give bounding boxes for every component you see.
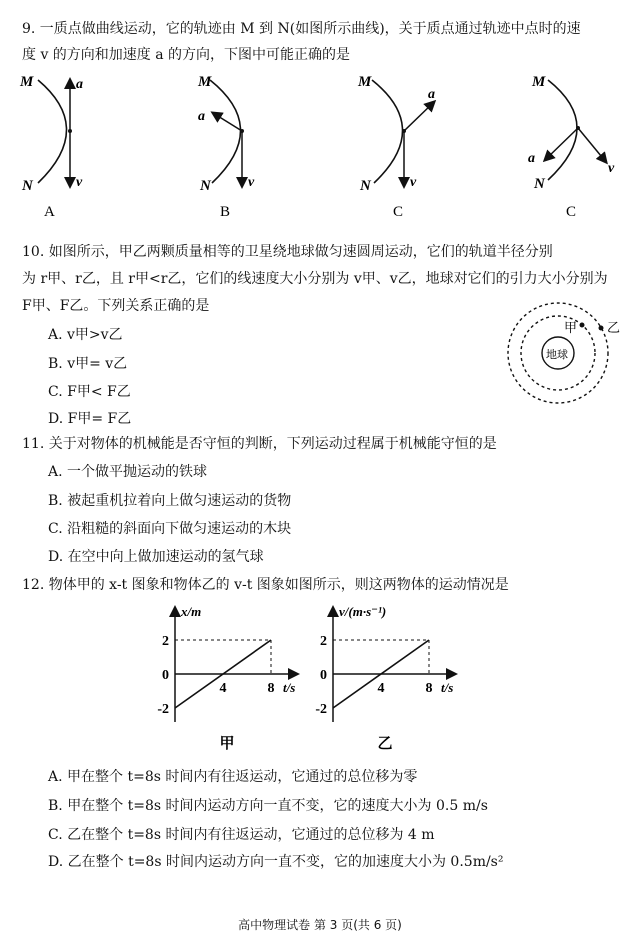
label-v: v (248, 175, 255, 190)
q12-stem: 12. 物体甲的 x-t 图象和物体乙的 v-t 图象如图所示，则这两物体的运动情况是 (22, 577, 509, 593)
label-a: a (528, 151, 535, 166)
x-tick-label: 4 (219, 681, 227, 696)
label-N: N (534, 176, 545, 192)
page-footer: 高中物理试卷 第 3 页(共 6 页) (238, 918, 402, 932)
sat-yi-label: 乙 (607, 320, 621, 335)
q12-option-a: A. 甲在整个 t=8s 时间内有往返运动，它通过的总位移为零 (48, 769, 418, 785)
q10-option-c: C. F甲< F乙 (48, 384, 131, 400)
q11-stem: 11. 关于对物体的机械能是否守恒的判断，下列运动过程属于机械能守恒的是 (22, 436, 497, 452)
y-tick-label: 2 (320, 634, 327, 649)
q11-option-c: C. 沿粗糙的斜面向下做匀速运动的木块 (48, 521, 292, 537)
q12-option-d: D. 乙在整个 t=8s 时间内运动方向一直不变，它的加速度大小为 0.5m/s² (48, 854, 504, 870)
x-axis-label: t/s (441, 680, 454, 695)
q9-line-2: 度 v 的方向和加速度 a 的方向，下图中可能正确的是 (22, 47, 351, 63)
q11-option-b: B. 被起重机拉着向上做匀速运动的货物 (48, 493, 292, 509)
y-tick-label: 2 (162, 634, 169, 649)
figure-d (528, 74, 615, 220)
label-N: N (360, 178, 371, 194)
q11-option-d: D. 在空中向上做加速运动的氢气球 (48, 549, 264, 565)
q10-line-3: F甲、F乙。下列关系正确的是 (22, 298, 210, 314)
q12-option-b: B. 甲在整个 t=8s 时间内运动方向一直不变，它的速度大小为 0.5 m/s (48, 798, 488, 814)
chart-yi (315, 604, 455, 752)
caption-b: B (220, 204, 231, 220)
label-v: v (76, 175, 83, 190)
label-M: M (358, 74, 372, 90)
q9-figures (0, 68, 640, 228)
label-N: N (22, 178, 33, 194)
satellite-yi (599, 326, 604, 331)
y-tick-label: -2 (157, 702, 169, 717)
q10-option-a: A. v甲>v乙 (48, 327, 123, 343)
chart-caption: 甲 (219, 736, 235, 752)
y-axis-label: x/m (181, 604, 202, 619)
q11-option-a: A. 一个做平抛运动的铁球 (48, 464, 208, 480)
label-a: a (76, 77, 83, 92)
satellite-jia (580, 323, 585, 328)
y-axis-label: v/(m·s⁻¹) (339, 604, 387, 619)
y-tick-label: 0 (320, 668, 327, 683)
q10-line-2: 为 r甲、r乙，且 r甲<r乙，它们的线速度大小分别为 v甲、v乙，地球对它们的引力大小分别为 (22, 271, 608, 287)
caption-d: C (566, 204, 577, 220)
label-M: M (198, 74, 212, 90)
earth-label: 地球 (546, 349, 568, 361)
x-tick-label: 8 (267, 681, 275, 696)
label-a: a (428, 87, 435, 102)
label-N: N (200, 178, 211, 194)
figure-a (19, 74, 83, 220)
label-a: a (198, 109, 205, 124)
chart-jia (157, 604, 297, 752)
label-M: M (20, 74, 34, 90)
q12-option-c: C. 乙在整个 t=8s 时间内有往返运动，它通过的总位移为 4 m (48, 827, 435, 843)
q10-line-1: 10. 如图所示，甲乙两颗质量相等的卫星绕地球做匀速圆周运动，它们的轨道半径分别 (22, 244, 553, 260)
q10-option-d: D. F甲= F乙 (48, 411, 132, 427)
sat-jia-label: 甲 (564, 320, 578, 335)
x-axis-label: t/s (283, 680, 296, 695)
label-v: v (410, 175, 417, 190)
label-M: M (532, 74, 546, 90)
caption-a: A (44, 204, 55, 220)
chart-caption: 乙 (377, 736, 393, 752)
y-tick-label: -2 (315, 702, 327, 717)
label-v: v (608, 161, 615, 176)
q12-charts (140, 600, 500, 760)
x-tick-label: 4 (377, 681, 385, 696)
q10-option-b: B. v甲= v乙 (48, 356, 128, 372)
x-tick-label: 8 (425, 681, 433, 696)
orbit-figure (500, 298, 630, 408)
figure-c (357, 74, 435, 220)
figure-b (197, 74, 255, 220)
y-tick-label: 0 (162, 668, 169, 683)
q9-line-1: 9. 一质点做曲线运动，它的轨迹由 M 到 N(如图所示曲线)，关于质点通过轨迹中点时的速 (22, 21, 581, 37)
caption-c: C (393, 204, 404, 220)
